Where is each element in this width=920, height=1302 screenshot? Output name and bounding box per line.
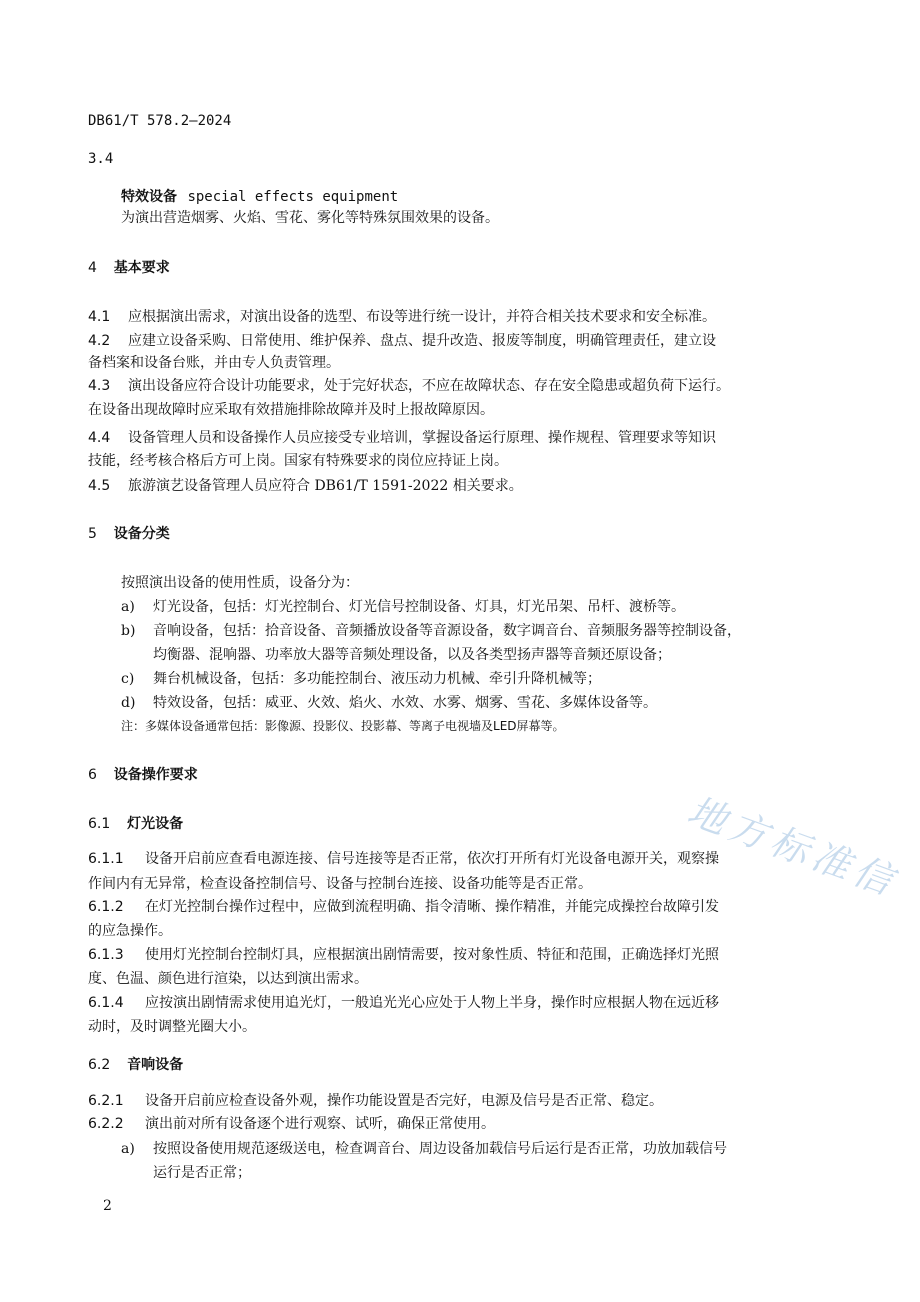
clause-6-1-3: 6.1.3 使用灯光控制台控制灯具，应根据演出剧情需要，按对象性质、特征和范围，正确选择灯光照 xyxy=(88,947,719,963)
list-item-a: a) 灯光设备，包括：灯光控制台、灯光信号控制设备、灯具，灯光吊架、吊杆、渡桥等。 xyxy=(121,599,685,615)
clause-4-4-cont: 技能，经考核合格后方可上岗。国家有特殊要求的岗位应持证上岗。 xyxy=(88,453,508,469)
clause-6-1-1-cont: 作间内有无异常，检查设备控制信号、设备与控制台连接、设备功能等是否正常。 xyxy=(88,876,592,892)
section-heading-4: 4 基本要求 xyxy=(88,260,170,276)
list-item-c: c) 舞台机械设备，包括：多功能控制台、液压动力机械、牵引升降机械等； xyxy=(121,671,601,687)
list-item-6-2-2-a-cont: 运行是否正常； xyxy=(153,1165,251,1181)
clause-6-2-2: 6.2.2 演出前对所有设备逐个进行观察、试听，确保正常使用。 xyxy=(88,1116,495,1132)
section-5-intro: 按照演出设备的使用性质，设备分为： xyxy=(121,575,359,591)
clause-6-1-4: 6.1.4 应按演出剧情需求使用追光灯，一般追光光心应处于人物上半身，操作时应根据人物在远近移 xyxy=(88,995,719,1011)
clause-4-2: 4.2 应建立设备采购、日常使用、维护保养、盘点、提升改造、报废等制度，明确管理责任，建立设 xyxy=(88,333,716,349)
clause-4-3: 4.3 演出设备应符合设计功能要求，处于完好状态，不应在故障状态、存在安全隐患或超负荷下运行。 xyxy=(88,378,730,394)
term-en: special effects equipment xyxy=(187,189,399,205)
list-item-d: d) 特效设备，包括：威亚、火效、焰火、水效、水雾、烟雾、雪花、多媒体设备等。 xyxy=(121,695,657,711)
term-entry xyxy=(121,187,398,207)
clause-4-1: 4.1 应根据演出需求，对演出设备的选型、布设等进行统一设计，并符合相关技术要求和安全标准。 xyxy=(88,309,716,325)
clause-4-3-cont: 在设备出现故障时应采取有效措施排除故障并及时上报故障原因。 xyxy=(88,402,494,418)
list-item-6-2-2-a: a) 按照设备使用规范逐级送电，检查调音台、周边设备加载信号后运行是否正常，功放加载信号 xyxy=(121,1141,727,1157)
watermark-text: 地方标准信 xyxy=(681,788,904,906)
section-heading-5: 5 设备分类 xyxy=(88,526,170,542)
list-item-b-cont: 均衡器、混响器、功率放大器等音频处理设备，以及各类型扬声器等音频还原设备； xyxy=(153,647,671,663)
subsection-heading-6-2: 6.2 音响设备 xyxy=(88,1057,184,1073)
clause-6-1-1: 6.1.1 设备开启前应查看电源连接、信号连接等是否正常，依次打开所有灯光设备电源开关，观察操 xyxy=(88,851,719,867)
clause-6-1-2: 6.1.2 在灯光控制台操作过程中，应做到流程明确、指令清晰、操作精准，并能完成操控台故障引发 xyxy=(88,899,719,915)
clause-6-2-1: 6.2.1 设备开启前应检查设备外观，操作功能设置是否完好，电源及信号是否正常、稳定。 xyxy=(88,1093,663,1109)
subsection-heading-6-1: 6.1 灯光设备 xyxy=(88,816,184,832)
section-heading-6: 6 设备操作要求 xyxy=(88,767,198,783)
clause-4-2-cont: 备档案和设备台账，并由专人负责管理。 xyxy=(88,355,340,371)
document-id: DB61/T 578.2—2024 xyxy=(88,113,232,129)
clause-4-4: 4.4 设备管理人员和设备操作人员应接受专业培训，掌握设备运行原理、操作规程、管理要求等知识 xyxy=(88,430,716,446)
term-definition: 为演出营造烟雾、火焰、雪花、雾化等特殊氛围效果的设备。 xyxy=(121,210,499,226)
clause-6-1-4-cont: 动时，及时调整光圈大小。 xyxy=(88,1019,256,1035)
page-number: 2 xyxy=(103,1198,112,1214)
clause-6-1-2-cont: 的应急操作。 xyxy=(88,923,172,939)
term-cn: 特效设备 xyxy=(121,189,177,205)
clause-4-5: 4.5 旅游演艺设备管理人员应符合 DB61/T 1591-2022 相关要求。 xyxy=(88,478,523,494)
list-item-b: b) 音响设备，包括：拾音设备、音频播放设备等音源设备，数字调音台、音频服务器等控制设备， xyxy=(121,623,741,639)
clause-number: 3.4 xyxy=(88,151,114,167)
note: 注：多媒体设备通常包括：影像源、投影仪、投影幕、等离子电视墙及LED屏幕等。 xyxy=(121,719,565,733)
clause-6-1-3-cont: 度、色温、颜色进行渲染，以达到演出需求。 xyxy=(88,971,368,987)
